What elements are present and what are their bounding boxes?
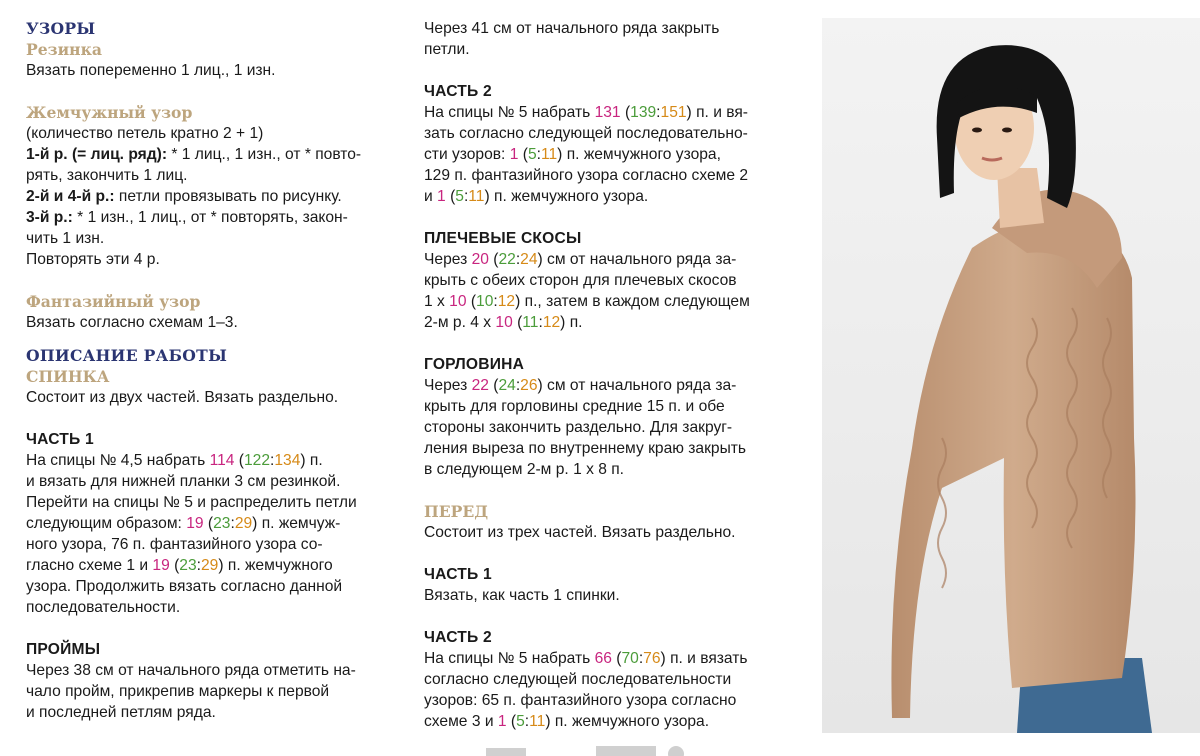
top-line-a: Через 41 см от начального ряда закрыть bbox=[424, 20, 720, 37]
row3-line: 3-й р.: * 1 изн., 1 лиц., от * повторять, закон- bbox=[26, 209, 348, 226]
chast1-line-b: и вязать для нижней планки 3 см резинкой. bbox=[26, 473, 341, 490]
row24-line: 2-й и 4-й р.: петли провязывать по рисунку. bbox=[26, 188, 342, 205]
pered-text: Состоит из трех частей. Вязать раздельно. bbox=[424, 524, 736, 541]
section-title-uzory: УЗОРЫ bbox=[26, 19, 96, 38]
chast1-line-f: гласно схеме 1 и 19 (23:29) п. жемчужного bbox=[26, 557, 333, 574]
fant-text: Вязать согласно схемам 1–3. bbox=[26, 314, 238, 331]
chast1-line-a: На спицы № 4,5 набрать 114 (122:134) п. bbox=[26, 452, 323, 469]
rezinka-text: Вязать попеременно 1 лиц., 1 изн. bbox=[26, 62, 276, 79]
plech-line-d: 2-м р. 4 х 10 (11:12) п. bbox=[424, 314, 583, 331]
row1-line: 1-й р. (= лиц. ряд): * 1 лиц., 1 изн., от * повто- bbox=[26, 146, 362, 163]
section-title-opisanie: ОПИСАНИЕ РАБОТЫ bbox=[26, 346, 228, 365]
subtitle-zhemchuzhny: Жемчужный узор bbox=[26, 103, 193, 122]
gorl-line-c: стороны закончить раздельно. Для закруг- bbox=[424, 419, 733, 436]
right-column bbox=[424, 18, 804, 732]
chast1-line-e: ного узора, 76 п. фантазийного узора со- bbox=[26, 536, 323, 553]
subtitle-rezinka: Резинка bbox=[26, 40, 102, 59]
chast1-line-c: Перейти на спицы № 5 и распределить петли bbox=[26, 494, 357, 511]
chast1-line-g: узора. Продолжить вязать согласно данной bbox=[26, 578, 343, 595]
footer-fragment bbox=[476, 742, 736, 756]
chast1-line-d: следующим образом: 19 (23:29) п. жемчуж- bbox=[26, 515, 341, 532]
plech-line-a: Через 20 (22:24) см от начального ряда за- bbox=[424, 251, 737, 268]
proimy-line-a: Через 38 см от начального ряда отметить на- bbox=[26, 662, 356, 679]
heading-pered-chast1: ЧАСТЬ 1 bbox=[424, 566, 492, 583]
heading-chast2: ЧАСТЬ 2 bbox=[424, 83, 492, 100]
chast2-line-b: зать согласно следующей последовательно- bbox=[424, 125, 748, 142]
top-line-b: петли. bbox=[424, 41, 470, 58]
row3-cont: чить 1 изн. bbox=[26, 230, 105, 247]
chast1-line-h: последовательности. bbox=[26, 599, 181, 616]
proimy-line-b: чало пройм, прикрепив маркеры к первой bbox=[26, 683, 330, 700]
subtitle-fantaziyny: Фантазийный узор bbox=[26, 292, 201, 311]
zhemch-note: (количество петель кратно 2 + 1) bbox=[26, 125, 264, 142]
gorl-line-e: в следующем 2-м р. 1 х 8 п. bbox=[424, 461, 624, 478]
heading-plechevye: ПЛЕЧЕВЫЕ СКОСЫ bbox=[424, 230, 582, 247]
chast2-line-a: На спицы № 5 набрать 131 (139:151) п. и вя- bbox=[424, 104, 748, 121]
gorl-line-a: Через 22 (24:26) см от начального ряда за- bbox=[424, 377, 737, 394]
chast2-line-c: сти узоров: 1 (5:11) п. жемчужного узора, bbox=[424, 146, 721, 163]
proimy-line-c: и последней петлям ряда. bbox=[26, 704, 216, 721]
pered2-line-d: схеме 3 и 1 (5:11) п. жемчужного узора. bbox=[424, 713, 710, 730]
pered2-line-c: узоров: 65 п. фантазийного узора согласно bbox=[424, 692, 737, 709]
subtitle-spinka: СПИНКА bbox=[26, 367, 110, 386]
model-in-knitted-sweater-photo bbox=[822, 18, 1200, 733]
gorl-line-d: ления выреза по внутреннему краю закрыть bbox=[424, 440, 747, 457]
subtitle-pered: ПЕРЕД bbox=[424, 502, 489, 521]
spinka-text: Состоит из двух частей. Вязать раздельно. bbox=[26, 389, 339, 406]
chast2-line-d: 129 п. фантазийного узора согласно схеме 2 bbox=[424, 167, 749, 184]
plech-line-c: 1 х 10 (10:12) п., затем в каждом следующем bbox=[424, 293, 750, 310]
pered-chast1-text: Вязать, как часть 1 спинки. bbox=[424, 587, 620, 604]
heading-gorlovina: ГОРЛОВИНА bbox=[424, 356, 525, 373]
plech-line-b: крыть с обеих сторон для плечевых скосов bbox=[424, 272, 737, 289]
pered2-line-a: На спицы № 5 набрать 66 (70:76) п. и вязать bbox=[424, 650, 748, 667]
row1-cont: рять, закончить 1 лиц. bbox=[26, 167, 188, 184]
gorl-line-b: крыть для горловины средние 15 п. и обе bbox=[424, 398, 725, 415]
model-photo bbox=[822, 18, 1200, 733]
left-column bbox=[26, 18, 406, 723]
heading-pered-chast2: ЧАСТЬ 2 bbox=[424, 629, 492, 646]
heading-proimy: ПРОЙМЫ bbox=[26, 641, 101, 658]
pered2-line-b: согласно следующей последовательности bbox=[424, 671, 732, 688]
repeat-text: Повторять эти 4 р. bbox=[26, 251, 160, 268]
chast2-line-e: и 1 (5:11) п. жемчужного узора. bbox=[424, 188, 649, 205]
heading-chast1: ЧАСТЬ 1 bbox=[26, 431, 94, 448]
